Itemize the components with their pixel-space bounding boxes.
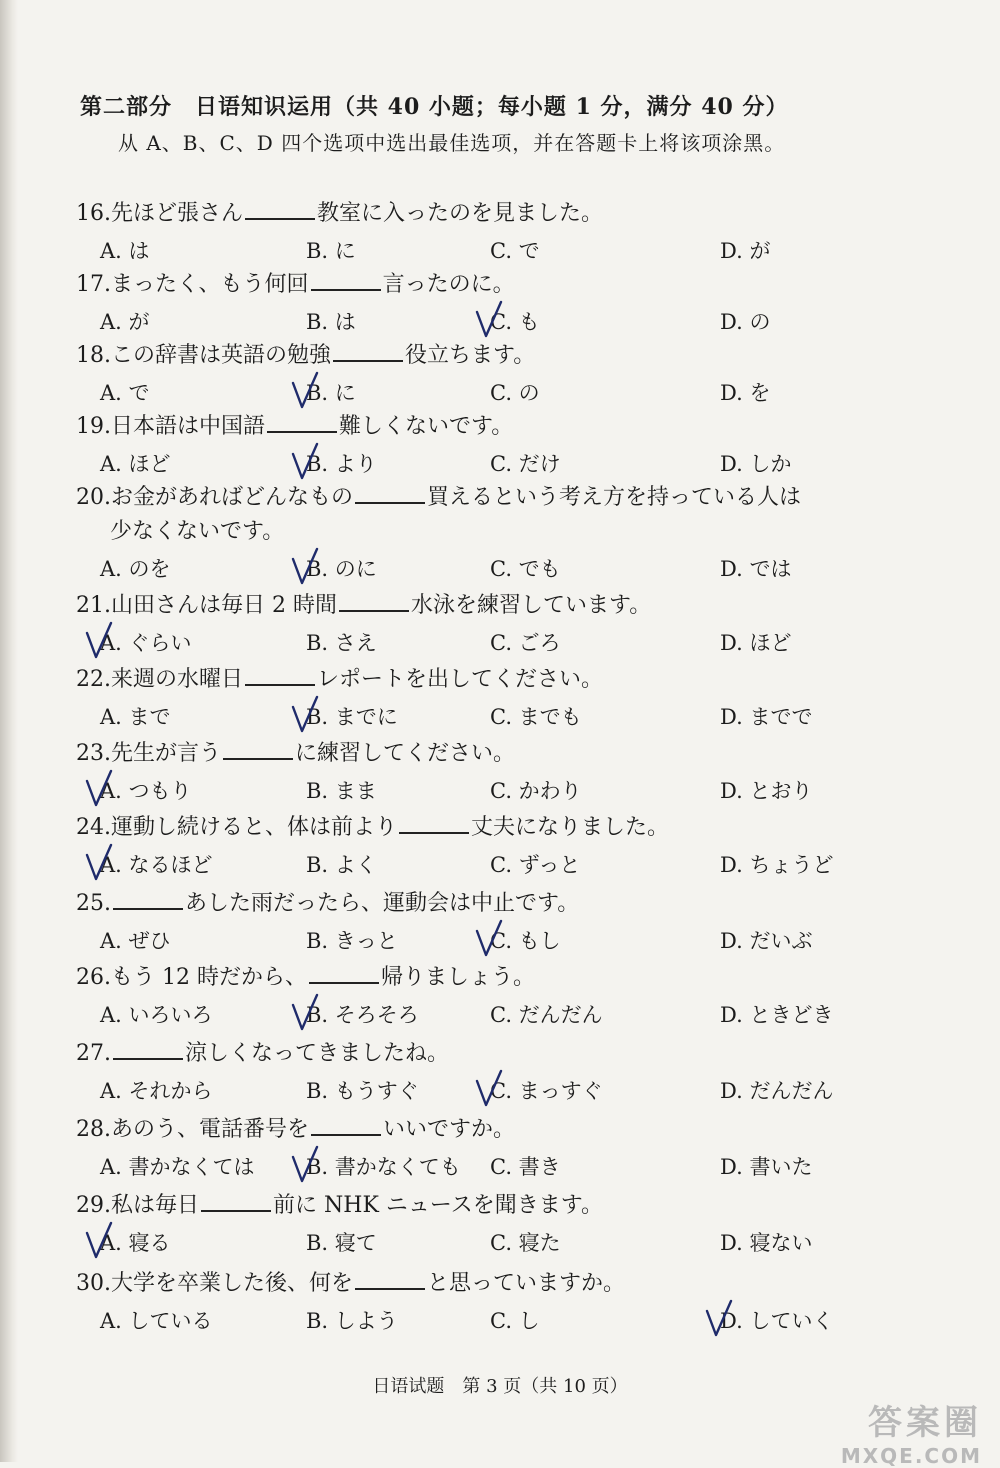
option-d[interactable]: D. が (720, 239, 771, 263)
question-stem: 29.私は毎日 前に NHK ニュースを聞きます。 (76, 1188, 936, 1223)
option-c[interactable]: C. だけ (490, 452, 561, 476)
question-21 (76, 588, 936, 659)
option-c[interactable]: C. で (490, 239, 540, 263)
check-mark-icon (84, 621, 114, 661)
question-19 (76, 409, 936, 480)
answer-blank (201, 1188, 271, 1212)
page-footer: 日语试题 第 3 页（共 10 页） (372, 1376, 628, 1397)
option-a[interactable]: A. が (100, 310, 150, 334)
option-a[interactable]: A. 書かなくては (100, 1155, 255, 1179)
options-row (76, 1147, 936, 1183)
option-c[interactable]: C. ずっと (490, 853, 581, 877)
question-stem: 30.大学を卒業した後、何を と思っていますか。 (76, 1266, 936, 1301)
question-stem: 16.先ほど張さん 教室に入ったのを見ました。 (76, 196, 936, 231)
option-a[interactable]: A. 寝る (100, 1227, 171, 1257)
options-row (76, 549, 936, 585)
option-c[interactable]: C. し (490, 1309, 540, 1333)
option-b[interactable]: B. きっと (306, 929, 398, 953)
option-a[interactable]: A. いろいろ (100, 1003, 213, 1027)
answer-blank (309, 960, 379, 984)
option-b[interactable]: B. そろそろ (306, 999, 419, 1029)
options-row (76, 845, 936, 881)
option-a[interactable]: A. それから (100, 1079, 213, 1103)
question-stem: 17.まったく、もう何回 言ったのに。 (76, 267, 936, 302)
question-27 (76, 1036, 936, 1107)
check-mark-icon (290, 993, 320, 1033)
option-b[interactable]: B. より (306, 448, 377, 478)
option-d[interactable]: D. だんだん (720, 1079, 834, 1103)
options-row (76, 771, 936, 807)
option-a[interactable]: A. ほど (100, 452, 171, 476)
option-a[interactable]: A. まで (100, 705, 171, 729)
options-row (76, 623, 936, 659)
answer-blank (339, 588, 409, 612)
option-b[interactable]: B. さえ (306, 631, 377, 655)
option-c[interactable]: C. の (490, 381, 540, 405)
option-b[interactable]: B. まま (306, 779, 377, 803)
option-d[interactable]: D. していく (720, 1305, 833, 1335)
options-row (76, 1223, 936, 1259)
answer-blank (311, 1112, 381, 1136)
question-18 (76, 338, 936, 409)
question-stem: 18.この辞書は英語の勉強 役立ちます。 (76, 338, 936, 373)
option-b[interactable]: B. よく (306, 853, 377, 877)
question-29 (76, 1188, 936, 1259)
option-b[interactable]: B. のに (306, 553, 377, 583)
option-c[interactable]: C. もし (490, 925, 561, 955)
answer-blank (311, 267, 381, 291)
answer-blank (245, 662, 315, 686)
check-mark-icon (84, 843, 114, 883)
option-a[interactable]: A. つもり (100, 775, 192, 805)
check-mark-icon (290, 371, 320, 411)
question-stem: 26.もう 12 時だから、 帰りましょう。 (76, 960, 936, 995)
options-row (76, 995, 936, 1031)
site-watermark (841, 1395, 982, 1468)
option-c[interactable]: C. まっすぐ (490, 1075, 603, 1105)
option-b[interactable]: B. に (306, 377, 356, 407)
option-a[interactable]: A. で (100, 381, 150, 405)
option-a[interactable]: A. のを (100, 557, 171, 581)
question-stem: 25. あした雨だったら、運動会は中止です。 (76, 886, 936, 921)
option-c[interactable]: C. も (490, 306, 540, 336)
question-stem: 20.お金があればどんなもの 買えるという考え方を持っている人は 少なくないです。 (76, 480, 876, 549)
question-stem: 23.先生が言う に練習してください。 (76, 736, 936, 771)
option-b[interactable]: B. は (306, 310, 356, 334)
check-mark-icon (290, 695, 320, 735)
answer-blank (333, 338, 403, 362)
answer-blank (245, 196, 315, 220)
options-row (76, 444, 936, 480)
option-d[interactable]: D. ときどき (720, 1003, 834, 1027)
question-stem: 28.あのう、電話番号を いいですか。 (76, 1112, 936, 1147)
option-d[interactable]: D. だいぶ (720, 929, 813, 953)
question-28 (76, 1112, 936, 1183)
option-d[interactable]: D. では (720, 557, 792, 581)
question-20 (76, 480, 936, 585)
option-d[interactable]: D. とおり (720, 779, 813, 803)
option-a[interactable]: A. なるほど (100, 849, 213, 879)
option-d[interactable]: D. までで (720, 705, 813, 729)
option-c[interactable]: C. だんだん (490, 1003, 603, 1027)
question-stem: 27. 涼しくなってきましたね。 (76, 1036, 936, 1071)
options-row (76, 1301, 936, 1337)
option-d[interactable]: D. ちょうど (720, 853, 834, 877)
option-d[interactable]: D. 寝ない (720, 1231, 813, 1255)
check-mark-icon (290, 1145, 320, 1185)
option-d[interactable]: D. の (720, 310, 771, 334)
answer-blank (223, 736, 293, 760)
check-mark-icon (474, 919, 504, 959)
option-a[interactable]: A. している (100, 1309, 213, 1333)
answer-blank (113, 886, 183, 910)
option-b[interactable]: B. もうすぐ (306, 1079, 419, 1103)
question-22 (76, 662, 936, 733)
option-d[interactable]: D. 書いた (720, 1155, 813, 1179)
option-a[interactable]: A. は (100, 239, 150, 263)
option-b[interactable]: B. しよう (306, 1309, 398, 1333)
check-mark-icon (704, 1299, 734, 1339)
option-c[interactable]: C. 寝た (490, 1231, 561, 1255)
answer-blank (399, 810, 469, 834)
options-row (76, 231, 936, 267)
options-row (76, 1071, 936, 1107)
check-mark-icon (290, 547, 320, 587)
question-26 (76, 960, 936, 1031)
options-row (76, 302, 936, 338)
question-stem: 22.来週の水曜日 レポートを出してください。 (76, 662, 936, 697)
question-16 (76, 196, 936, 267)
question-30 (76, 1266, 936, 1337)
answer-blank (355, 480, 425, 504)
option-c[interactable]: C. までも (490, 705, 582, 729)
question-stem: 19.日本語は中国語 難しくないです。 (76, 409, 936, 444)
section-header: 第二部分 日语知识运用（共 40 小题；每小题 1 分，满分 40 分） (80, 94, 789, 120)
option-b[interactable]: B. 寝て (306, 1231, 377, 1255)
page-binding-edge (0, 0, 18, 1462)
check-mark-icon (290, 442, 320, 482)
option-b[interactable]: B. に (306, 239, 356, 263)
watermark-logo: 答案圈 (868, 1403, 982, 1443)
option-d[interactable]: D. ほど (720, 631, 792, 655)
options-row (76, 373, 936, 409)
option-c[interactable]: C. 書き (490, 1155, 561, 1179)
question-stem: 24.運動し続けると、体は前より 丈夫になりました。 (76, 810, 936, 845)
option-b[interactable]: B. までに (306, 701, 398, 731)
answer-blank (267, 409, 337, 433)
section-instruction: 从 A、B、C、D 四个选项中选出最佳选项，并在答题卡上将该项涂黑。 (118, 131, 786, 155)
option-d[interactable]: D. しか (720, 452, 792, 476)
check-mark-icon (474, 300, 504, 340)
check-mark-icon (84, 1221, 114, 1261)
option-b[interactable]: B. 書かなくても (306, 1151, 461, 1181)
question-23 (76, 736, 936, 807)
watermark-site: MXQE.COM (840, 1444, 982, 1468)
option-a[interactable]: A. ぜひ (100, 929, 171, 953)
option-c[interactable]: C. かわり (490, 779, 582, 803)
question-stem: 21.山田さんは毎日 2 時間 水泳を練習しています。 (76, 588, 936, 623)
check-mark-icon (474, 1069, 504, 1109)
options-row (76, 921, 936, 957)
question-24 (76, 810, 936, 881)
question-17 (76, 267, 936, 338)
option-c[interactable]: C. ごろ (490, 631, 561, 655)
option-c[interactable]: C. でも (490, 557, 561, 581)
answer-blank (355, 1266, 425, 1290)
check-mark-icon (84, 769, 114, 809)
options-row (76, 697, 936, 733)
answer-blank (113, 1036, 183, 1060)
question-25 (76, 886, 936, 957)
option-a[interactable]: A. ぐらい (100, 627, 192, 657)
option-d[interactable]: D. を (720, 381, 771, 405)
